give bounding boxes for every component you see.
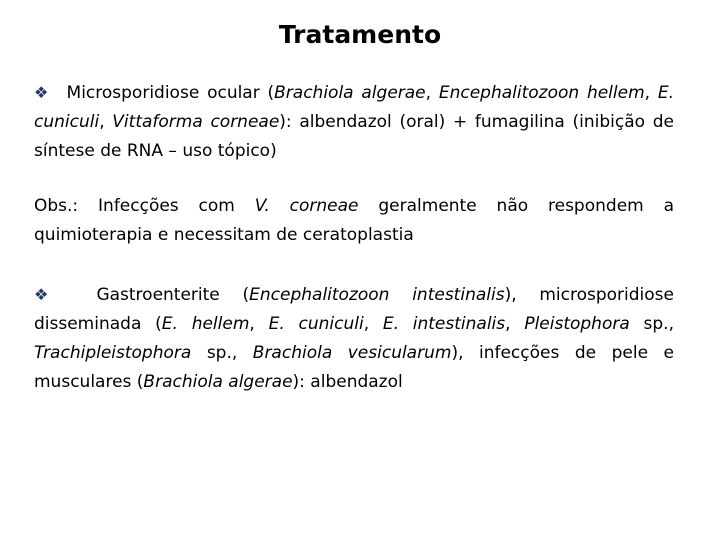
text-segment: Gastroenterite ( [96,285,250,305]
text-segment: , [249,314,269,334]
italic-term: Encephalitozoon hellem [438,83,645,103]
italic-term: Pleistophora [524,314,630,334]
text-segment: , [363,314,383,334]
text-segment: ): albendazol (oral) + fumagilina (inibição de síntese de RNA – uso tópico) [34,112,674,161]
diamond-bullet-icon: ❖ [34,285,66,304]
italic-term: E. hellem [161,314,250,334]
text-segment: ): albendazol [292,372,403,392]
italic-term: Brachiola algerae [274,83,426,103]
italic-term: Encephalitozoon intestinalis [249,285,505,305]
italic-term: Brachiola vesicularum [252,343,452,363]
text-segment: , [425,83,439,103]
paragraph-gastro [34,280,674,397]
text-segment: sp., [191,343,253,363]
paragraph-ocular-text [34,83,674,161]
text-segment: Obs.: Infecções com [34,196,255,216]
text-segment: , [505,314,525,334]
diamond-bullet-icon: ❖ [34,83,51,102]
text-segment: Microsporidiose ocular ( [66,83,275,103]
paragraph-gastro-text [34,285,674,392]
italic-term: E. cuniculi [268,314,364,334]
text-segment: , [99,112,113,132]
text-segment: ), infecções de pele e musculares ( [34,343,674,392]
paragraph-obs [34,192,674,250]
italic-term: E. intestinalis [382,314,506,334]
paragraph-ocular [34,78,674,166]
text-segment: , [644,83,658,103]
text-segment: ), microsporidiose disseminada ( [34,285,674,334]
italic-term: V. corneae [254,196,359,216]
text-segment: sp., [629,314,674,334]
paragraph-obs-text [34,196,674,245]
italic-term: Brachiola algerae [143,372,293,392]
italic-term: Trachipleistophora [34,343,192,363]
text-segment: geralmente não respondem a quimioterapia e necessitam de ceratoplastia [34,196,674,245]
italic-term: E. cuniculi [34,83,675,132]
slide-title: Tratamento [278,20,442,49]
italic-term: Vittaforma corneae [112,112,280,132]
